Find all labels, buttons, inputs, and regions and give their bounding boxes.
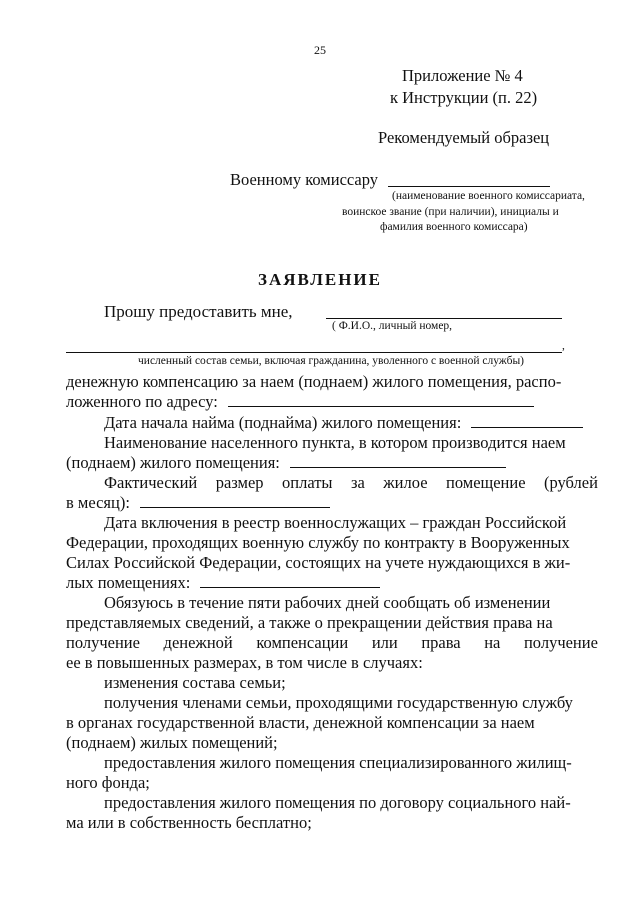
page-number: 25: [314, 43, 326, 57]
addressee-underline: [388, 186, 550, 187]
body-line-16: изменения состава семьи;: [104, 673, 286, 692]
body-line-4: Наименование населенного пункта, в котором производится наем: [104, 433, 566, 452]
body-line-6: [104, 473, 598, 493]
word: жилое: [383, 473, 428, 492]
appendix-label: Приложение № 4: [402, 66, 523, 85]
body-line-1: денежную компенсацию за наем (поднаем) жилого помещения, распо-: [66, 372, 562, 391]
body-line-8: Дата включения в реестр военнослужащих – граждан Российской: [104, 513, 567, 532]
word: оплаты: [282, 473, 333, 492]
family-underline: [66, 352, 562, 353]
settlement-label: (поднаем) жилого помещения:: [66, 453, 280, 472]
word: получение: [66, 633, 140, 652]
body-line-21: ного фонда;: [66, 773, 150, 792]
body-line-13: представляемых сведений, а также о прекращении действия права на: [66, 613, 553, 632]
word: за: [350, 473, 365, 492]
addressee-hint-3: фамилия военного комиссара): [380, 221, 528, 233]
word: размер: [215, 473, 264, 492]
address-label: ложенного по адресу:: [66, 392, 218, 411]
settlement-underline: [290, 453, 506, 468]
word: помещение: [445, 473, 526, 492]
body-line-23: ма или в собственность бесплатно;: [66, 813, 312, 832]
registry-underline: [200, 573, 380, 588]
body-line-2: [66, 392, 598, 412]
body-line-10: Силах Российской Федерации, состоящих на учете нуждающихся в жи-: [66, 553, 571, 572]
body-line-18: в органах государственной власти, денежной компенсации за наем: [66, 713, 535, 732]
body-line-19: (поднаем) жилых помещений;: [66, 733, 278, 752]
address-field-underline: [228, 392, 534, 407]
registry-label: лых помещениях:: [66, 573, 191, 592]
body-line-17: получения членами семьи, проходящими государственную службу: [104, 693, 573, 712]
body-line-22: предоставления жилого помещения по договору социального най-: [104, 793, 571, 812]
word: денежной: [163, 633, 233, 652]
body-line-14: [66, 633, 598, 653]
word: Фактический: [104, 473, 198, 492]
addressee-hint-1: (наименование военного комиссариата,: [392, 190, 585, 202]
word: компенсации: [256, 633, 349, 652]
body-line-7: [66, 493, 598, 513]
body-line-11: [66, 573, 598, 593]
payment-underline: [140, 493, 330, 508]
fio-hint: ( Ф.И.О., личный номер,: [332, 320, 453, 332]
addressee-label: Военному комиссару: [230, 170, 379, 189]
body-line-3: [104, 413, 598, 433]
body-line-5: [66, 453, 598, 473]
document-title: ЗАЯВЛЕНИЕ: [257, 270, 382, 289]
rent-start-underline: [471, 413, 583, 428]
request-lead: Прошу предоставить мне,: [104, 302, 293, 321]
body-line-20: предоставления жилого помещения специализированного жилищ-: [104, 753, 572, 772]
rent-start-label: Дата начала найма (поднайма) жилого помещения:: [104, 413, 462, 432]
sample-label: Рекомендуемый образец: [378, 128, 550, 147]
fio-underline: [326, 318, 562, 319]
word: на: [484, 633, 501, 652]
word: (рублей: [543, 473, 598, 492]
word: или: [371, 633, 398, 652]
body-line-12: Обязуюсь в течение пяти рабочих дней сообщать об изменении: [104, 593, 551, 612]
family-hint: численный состав семьи, включая гражданина, уволенного с военной службы): [138, 355, 525, 367]
instruction-reference: к Инструкции (п. 22): [390, 88, 538, 107]
word: получение: [523, 633, 598, 652]
payment-label: в месяц):: [66, 493, 130, 512]
family-comma: ,: [562, 340, 565, 352]
addressee-hint-2: воинское звание (при наличии), инициалы и: [342, 206, 559, 218]
body-line-9: Федерации, проходящих военную службу по контракту в Вооруженных: [66, 533, 570, 552]
body-line-15: ее в повышенных размерах, в том числе в случаях:: [66, 653, 423, 672]
word: права: [421, 633, 461, 652]
